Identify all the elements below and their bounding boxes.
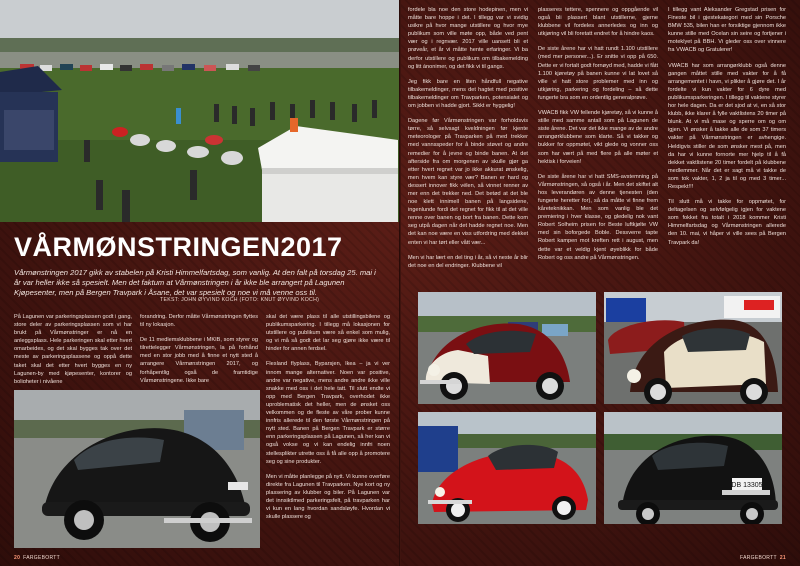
magazine-name: FARGEBORTT [23, 555, 60, 561]
article-lead: Vårmønstringen 2017 gikk av stabelen på Kristi Himmelfartsdag, som vanlig. At den falt på torsdag 25. mai i år var heller ikke så spesielt. Men det faktum at Vårmønstringen i år ikke ble arrangert på Lagunen Kjøpesenter, men på Bergen Travpark i Åsane, det var spesielt og noe vi må venne oss til. [14, 268, 376, 297]
paragraph: VWACB fikk VW fellende kjøretøy, så vi kunne å stille med samme antall som på Lagunen de siste årene. Det var det ikke mange av de andre arrangørklubbene som klarte. Så vi takker og bukker for oppmøtet, vikt glede og vonner oss som har vært på med flere på alle møter et hektisk i forveien! [538, 110, 658, 165]
paragraph: Dagene før Vårmønstringen var forholdsvis tørre, så selvsagt kveldningen før kjente meteorologer på Travparken på med trekker med vannsspeder for å binde støvet og andre remedier for å jevne og binde banen. At det afterside fra om morgenen av skulle gjør ga etter hvert regnet var jo ikke akkurat ønskelig, men hvem kan styre vær? Banen er hard og dessert innover fikk vélen, så vinnet renner av mer enn det trekker ned. Det betød at det ble noe klett innimell banen på langsidene, ingenlunde fordi det regnet for fikk til at det ville renne over banen og bort fra banen. Dette kom seg utpå dagen når det hadde regnet noe. Men det kan noe være en viss utfordring med dekket enten vi har tørt eller vått vær... [408, 118, 528, 246]
paragraph: VWACB har som arrangørklubb også denne gangen måttet stille med vakter for å få arrangementet i havn, vi plikter å gjøre det. I år fordelte vi kun vakter for 6 dyre med publikumsparkeringen. I tillegg til vaktene styrer hor hele dagen. Da er det sjod at vi, en så stor klubb, ikke klarer å fylle vaktlistens 20 timer på blunk. At vi må mase og sperre om og om igjen. Vi ønsker å takke alle de som 37 timers vakter på Vårmønstringen er avhengige. Heldigvis stiller de som ønsker mest på, men da har vi kunne fornorte mer hjelp til å få dekket vaktlistene 20 timer fordelt på klubbene medlemmer. Når det er sagt må vi takke de som tok vakter, 1, 2 ja til og med 3 timer... Respekt!!! [668, 62, 786, 190]
article-credit: TEKST: JOHN ØYVIND KOCH (FOTO: KNUT ØYVIND KOCH) [160, 297, 320, 303]
paragraph: Flesland flyplass, Byparsjen, Ikea – ja vi ver innom mange alternativer. Noen var positive, andre var negative, mens andre andre ikke ville snakke med oss i det hele tatt. Til slutt endte vi opp med Bergen Travpark, overhodet ikke uproblematisk det heller, men de ønsket oss velkommen og de fleste av våre prober kunne innfris allerede til den første Vårmønstringen på nytt sted. Banen på Bergen Travpark er større enn parkeringsplassen på Lagunen, så her kan vi også vokse og vi kan endelig innfri noen stellesplikter utrette oss å få alle opp å promotere seg og sine produkter. [266, 361, 390, 465]
text-column [668, 6, 786, 288]
page-folio-left [14, 555, 60, 561]
paragraph: Til slutt må vi takke for oppmøtet, for deltagelsen og selvfølgelig igjen for vaktene som fokket fra totalt i 2018 kommer Kristi Himmelfartsdag og Vårmønstringen allerede den 10. mai, vi håper vi ville sees på Bergen Travpark da! [668, 199, 786, 246]
paragraph: forandring. Derfor måtte Vårmønstringen flyttes til ny lokasjon. [140, 314, 258, 329]
red-white-beetle-photo [418, 292, 596, 404]
paragraph: fordele bla noe den store hodepinen, men vi måtte bare hoppe i det. I tillegg var vi svidig usikre på hvor mange utstillere og hvor mye publikum som ville møte opp, både ved pent vær og i regnvær. 2017 ville uansett bli et prøveår, et år vi måtte hente erfaringer. Vi ba derfor utstillere og publikum om tilbakemelding og litt ánonimer, og det fikk vi til gangs. [408, 7, 528, 70]
spine [399, 0, 401, 566]
paragraph: På Lagunen var parkeringsplassen godt i gang, store deler av parkeringsplassen som vi har brukt på Vårmønstringer er nå en anleggsplass. Hele parkeringen skal etter hvert omarbeides, og det skal bygges tak over det meste av parkeringsplassene og oppå dette taket skal det etter hvert bygges en ny Lagunen-by med kjøpesenter, kontorer og boligheter i nivåene [14, 314, 132, 383]
paragraph: plasseres tettere, spennere og oppgående vil også bli plassert blant utstillerne, gjerne klubbene vil fordeles annerledes og inn og utkjøring vil bli foretatt endret for å hindre kaos. [538, 7, 658, 38]
text-column [538, 6, 658, 288]
paragraph: Men vi måtte planlegge på nytt. Vi kunne overføre direkte fra Lagunen til Travparken. Nye kort og ny plassering av klubber og biler. På Lagunen var det innsiktlmed parkeringsfelt, på travparken har vi kun en lang hvordan sandsløyfe. Hvordan vi skulle plassere og [266, 473, 390, 521]
paragraph: De siste årene har vi hatt SMS-avstemning på Vårmønstringen, så også i år. Men det skiftet alt hos leverandøren av denne tjenesten (den fungerte heretter for), så da måtte vi finne frem kåreteknikkan. Men som vanlig ble det premiering i hver klasse, og gledelig nok vant Robert Solheim prisen for Beste luftkjølte VW med sin boforgede Boble. Dessverre tapte Robert kampen mot kreften rett i august, men dette var et veldig kjent øyeblikk for både Robert og oss andre på Vårmønstringen. [538, 173, 658, 261]
cream-brown-beetle-photo [604, 292, 782, 404]
page-number: 21 [779, 555, 786, 561]
magazine-name: FARGEBORTT [740, 555, 777, 561]
page-folio-right [740, 555, 786, 561]
paragraph: skal det være plass til alle utstillingsbilene og publikumsparkering. I tillegg må lokasjonen for utstillere og publikum være så enkel som mulig, og vi må så godt det lar seg gjøre ikke være til hinder for annen ferdsel. [266, 314, 390, 353]
text-column [266, 313, 390, 553]
paragraph: I tillegg vant Aleksander Gregstad prisen for Fineste bil i gjestekategori med sin Porsche BMW 535, bilen han er forsiktige gjennom ikke kunne stille med Ocelan sin seire og fortjener i moteklyet på BBH. Vi gleder oss over vinnere fra VWACB og Gratulerer! [668, 7, 786, 54]
crowd-photo [0, 0, 399, 222]
black-beetle-photo [14, 390, 260, 548]
paragraph: De 11 medlemsklubbene i MKIB, som styrer og tilrettelegger Vårmønstringen, la på forhånd med en stor jobb med å finne et nytt sted å arrangere Vårmønstringen 2017, og forhåpentlig også de framtidige Vårmønstringene. Ikke bare [140, 337, 258, 383]
text-column [140, 313, 258, 383]
paragraph: De siste årene har vi hatt rundt 1.100 utstillere (med mer personer...). Er snitte vi opp på 650. Dette er vi fortalt godt fornøyd med, hadde vi fått 1.100 kjøretøy på banen kunne vi lat lovet så ville vi hatt store problemer med inn og utkjøring, parkering og fordeling – så dette fungerte bra som en ordentlig generalprøve. [538, 46, 658, 101]
text-column [14, 313, 132, 383]
red-karmann-ghia-photo [418, 412, 596, 524]
paragraph: Jeg fikk bare en liten håndfull negative tilbakemeldinger, mens det hagtet med positive tilbakemeldinger om Travparken, potensialet og om jobben vi hadde gjort. Sikkt er hyggelig! [408, 78, 528, 110]
text-column [408, 6, 528, 288]
license-plate: DB 13305 [731, 482, 763, 489]
page-number: 20 [14, 555, 21, 561]
paragraph: Men vi har lært en del ting i år, så vi neste år blir det noe en del endringer. Klubbene vil [408, 254, 528, 269]
black-beetle-rear-photo [604, 412, 782, 524]
article-title: VÅRMØNSTRINGEN2017 [14, 232, 343, 262]
